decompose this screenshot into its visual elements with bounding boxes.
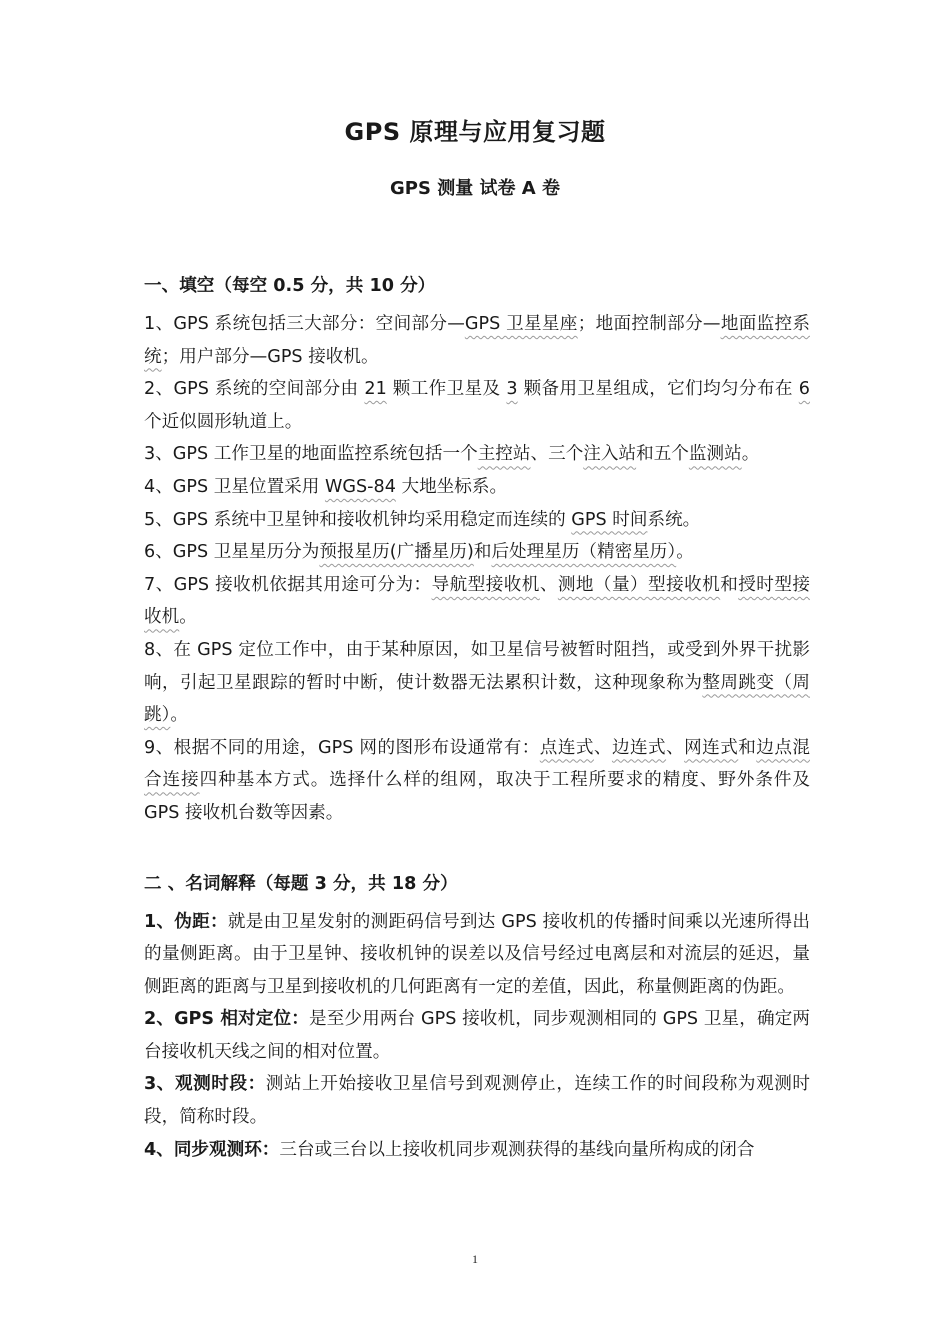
answer-6a: 预报星历(广播星历) xyxy=(319,542,474,563)
answer-9c: 网连式 xyxy=(684,737,739,758)
definition-2 xyxy=(144,1003,810,1068)
answer-7a: 导航型接收机 xyxy=(431,574,540,595)
question-3: 3、GPS 工作卫星的地面监控系统包括一个主控站、三个注入站和五个监测站。 xyxy=(144,444,760,465)
answer-2c: 6 xyxy=(798,379,810,400)
answer-9d: 边点混合连接 xyxy=(144,737,810,791)
definition-text: 三台或三台以上接收机同步观测获得的基线向量所构成的闭合 xyxy=(279,1139,755,1160)
answer-8a: 整周跳变（周跳） xyxy=(144,672,810,726)
question-5: 5、GPS 系统中卫星钟和接收机钟均采用稳定而连续的 GPS 时间系统。 xyxy=(144,509,701,530)
definition-4 xyxy=(144,1134,810,1167)
definition-3 xyxy=(144,1068,810,1133)
definition-text: 是至少用两台 GPS 接收机，同步观测相同的 GPS 卫星，确定两台接收机天线之间的相对位置。 xyxy=(144,1009,811,1062)
definition-1 xyxy=(144,906,810,1004)
answer-3b: 注入站 xyxy=(583,444,637,465)
answer-9b: 边连式 xyxy=(611,737,667,758)
answer-5a: GPS 时间 xyxy=(571,509,648,530)
answer-6b: 后处理星历（精密星历） xyxy=(491,542,677,563)
section-heading-definitions: 二 、名词解释（每题 3 分，共 18 分） xyxy=(144,873,458,894)
question-7: 7、GPS 接收机依据其用途可分为：导航型接收机、测地（量）型接收机和授时型接收机。 xyxy=(144,574,810,628)
question-2: 2、GPS 系统的空间部分由 21 颗工作卫星及 3 颗备用卫星组成，它们均匀分布在 6 个近似圆形轨道上。 xyxy=(144,379,810,432)
question-1: 1、GPS 系统包括三大部分：空间部分—GPS 卫星星座；地面控制部分—地面监控系统；用户部分—GPS 接收机。 xyxy=(144,314,810,367)
section-heading-fill-in: 一、填空（每空 0.5 分，共 10 分） xyxy=(144,276,436,296)
answer-7b: 测地（量）型接收机 xyxy=(557,574,721,595)
document-title: GPS 原理与应用复习题 xyxy=(344,118,606,146)
answer-2b: 3 xyxy=(506,379,518,400)
question-6: 6、GPS 卫星星历分为预报星历(广播星历)和后处理星历（精密星历）。 xyxy=(144,542,694,563)
answer-4a: WGS-84 xyxy=(324,476,396,497)
definition-term: 2、GPS 相对定位： xyxy=(144,1009,309,1030)
answer-2a: 21 xyxy=(364,379,387,400)
definition-text: 测站上开始接收卫星信号到观测停止，连续工作的时间段称为观测时段，简称时段。 xyxy=(144,1074,810,1128)
document-subtitle: GPS 测量 试卷 A 卷 xyxy=(390,178,560,199)
answer-1b: 地面监控系统 xyxy=(144,314,810,367)
answer-3c: 监测站 xyxy=(688,444,742,465)
page-number: 1 xyxy=(472,1252,478,1266)
question-8: 8、在 GPS 定位工作中，由于某种原因，如卫星信号被暂时阻挡，或受到外界干扰影响，引起卫星跟踪的暂时中断，使计数器无法累积计数，这种现象称为整周跳变（周跳）。 xyxy=(144,639,810,726)
answer-3a: 主控站 xyxy=(477,444,531,465)
definition-term: 4、同步观测环： xyxy=(144,1139,280,1160)
answer-1c: GPS 接收机 xyxy=(267,346,361,367)
question-9: 9、根据不同的用途，GPS 网的图形布设通常有：点连式、边连式、网连式和边点混合连接四种基本方式。选择什么样的组网，取决于工程所要求的精度、野外条件及 GPS 接收机台数等因素。 xyxy=(144,737,810,823)
question-4: 4、GPS 卫星位置采用 WGS-84 大地坐标系。 xyxy=(144,476,508,497)
answer-1a: GPS 卫星星座 xyxy=(464,314,578,334)
definition-term: 1、伪距： xyxy=(144,911,228,932)
definition-term: 3、观测时段： xyxy=(144,1074,266,1095)
answer-9a: 点连式 xyxy=(539,737,594,758)
document-body xyxy=(144,270,810,1166)
answer-7c: 授时型接收机 xyxy=(144,574,810,628)
definition-text: 就是由卫星发射的测距码信号到达 GPS 接收机的传播时间乘以光速所得出的量侧距离。由于卫星钟、接收机钟的误差以及信号经过电离层和对流层的延迟，量侧距离的距离与卫星到接收机的几何距离有一定的差值，因此，称量侧距离的伪距。 xyxy=(144,911,810,997)
